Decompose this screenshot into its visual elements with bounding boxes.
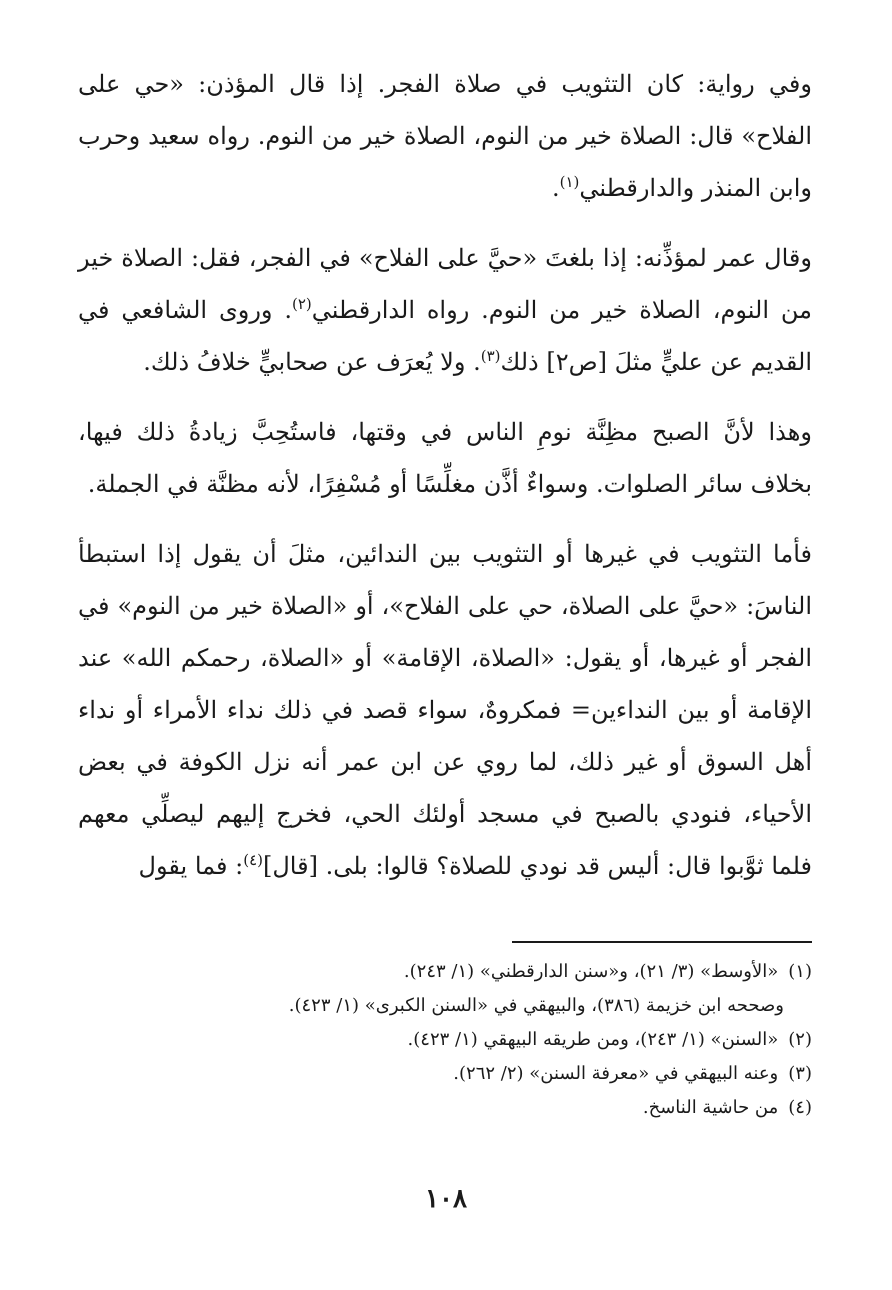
- footnote-1: [78, 955, 812, 989]
- paragraph-4: [78, 528, 812, 892]
- footnotes: [78, 955, 812, 1125]
- paragraph-3-text: وهذا لأنَّ الصبح مظِنَّة نومِ الناس في وقتها، فاستُحِبَّ زيادةُ ذلك فيها، بخلاف سائر الصلوات. وسواءٌ أذَّن مغلِّسًا أو مُسْفِرًا، لأنه مظنَّة في الجملة.: [78, 418, 812, 498]
- paragraph-1-end: .: [551, 174, 560, 202]
- paragraph-2-text: وقال عمر لمؤذِّنه: إذا بلغتَ «حيَّ على الفلاح» في الفجر، فقل: الصلاة خير من النوم، الصلاة خير من النوم. رواه الدارقطني: [78, 244, 812, 324]
- footnote-text: من حاشية الناسخ.: [642, 1097, 779, 1118]
- paragraph-4-end: : فما يقول: [138, 852, 244, 880]
- footnote-ref-1: (١): [559, 173, 580, 191]
- paragraph-2-middle: . وروى الشافعي في القديم عن عليٍّ مثلَ [ص٢] ذلك: [78, 296, 812, 376]
- footnote-text: وصححه ابن خزيمة (٣٨٦)، والبيهقي في «السنن الكبرى» (١/ ٤٢٣).: [288, 995, 784, 1016]
- footnote-text: وعنه البيهقي في «معرفة السنن» (٢/ ٢٦٢).: [453, 1063, 779, 1084]
- page-number: ١٠٨: [425, 1184, 467, 1214]
- footnote-number: (١): [788, 961, 812, 982]
- footnote-number: (٢): [788, 1029, 812, 1050]
- footnote-number: (٣): [788, 1063, 812, 1084]
- footnote-ref-4: (٤): [243, 851, 263, 869]
- paragraph-1-text: وفي رواية: كان التثويب في صلاة الفجر. إذا قال المؤذن: «حي على الفلاح» قال: الصلاة خير من النوم، الصلاة خير من النوم. رواه سعيد وحرب وابن المنذر والدارقطني: [78, 70, 812, 202]
- main-text: [78, 58, 812, 910]
- footnote-2: [78, 1023, 812, 1057]
- paragraph-2: [78, 232, 812, 388]
- footnote-ref-2: (٢): [291, 295, 312, 313]
- paragraph-3: [78, 406, 812, 510]
- footnote-1-continued: [78, 989, 812, 1023]
- footnote-separator: [512, 941, 812, 943]
- footnote-number: (٤): [788, 1097, 812, 1118]
- footnote-text: «الأوسط» (٣/ ٢١)، و«سنن الدارقطني» (١/ ٢٤٣).: [403, 961, 779, 982]
- footnote-ref-3: (٣): [480, 347, 501, 365]
- footnote-4: [78, 1091, 812, 1125]
- footnote-text: «السنن» (١/ ٢٤٣)، ومن طريقه البيهقي (١/ ٤٢٣).: [407, 1029, 779, 1050]
- footnote-3: [78, 1057, 812, 1091]
- paragraph-1: [78, 58, 812, 214]
- paragraph-4-text: فأما التثويب في غيرها أو التثويب بين الندائين، مثلَ أن يقول إذا استبطأ الناسَ: «حيَّ على الصلاة، حي على الفلاح»، أو «الصلاة خير من النوم» في الفجر أو غيرها، أو يقول: «الصلاة، الإقامة» أو «الصلاة، رحمكم الله» عند الإقامة أو بين النداءين= فمكروهٌ، سواء قصد في ذلك نداء الأمراء أو نداء أهل السوق أو غير ذلك، لما روي عن ابن عمر أنه نزل الكوفة في بعض الأحياء، فنودي بالصبح في مسجد أولئك الحي، فخرج إليهم ليصلِّي معهم فلما ثوَّبوا قال: أليس قد نودي للصلاة؟ قالوا: بلى. [قال]: [78, 540, 812, 880]
- paragraph-2-end: . ولا يُعرَف عن صحابيٍّ خلافُ ذلك.: [143, 348, 481, 376]
